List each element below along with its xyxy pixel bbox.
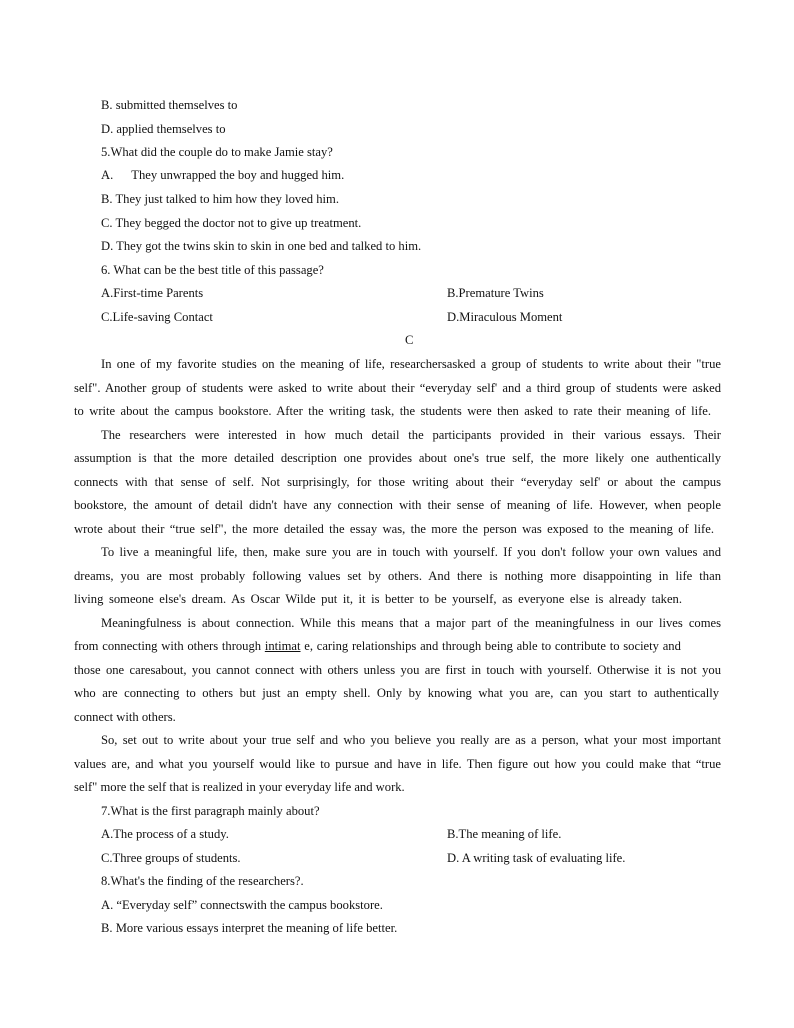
paragraph-5-line: So, set out to write about your true self and who you believe you really are as a person, what your most important bbox=[101, 733, 721, 747]
paragraph-2-line: wrote about their “true self", the more detailed the essay was, the more the person was exposed to the meaning of life. bbox=[74, 522, 714, 536]
q7-option-d: D. A writing task of evaluating life. bbox=[447, 851, 626, 865]
q5-question: 5.What did the couple do to make Jamie stay? bbox=[101, 145, 333, 159]
q7-question: 7.What is the first paragraph mainly about? bbox=[101, 804, 320, 818]
q6-question: 6. What can be the best title of this passage? bbox=[101, 263, 324, 277]
paragraph-5-line: values are, and what you yourself would like to pursue and have in life. Then figure out how you could make that “true bbox=[74, 757, 721, 771]
q6-option-d: D.Miraculous Moment bbox=[447, 310, 563, 324]
paragraph-4-line: who are connecting to others but just an empty shell. Only by knowing what you are, can you start to authentically bbox=[74, 686, 719, 700]
paragraph-4-text: e, caring relationships and through being able to contribute to society and bbox=[300, 639, 681, 653]
q7-option-a: A.The process of a study. bbox=[101, 827, 229, 841]
paragraph-5-line: self" more the self that is realized in your everyday life and work. bbox=[74, 780, 405, 794]
q5-option-a-text: They unwrapped the boy and hugged him. bbox=[131, 168, 345, 182]
q7-option-b: B.The meaning of life. bbox=[447, 827, 562, 841]
paragraph-3-line: living someone else's dream. As Oscar Wilde put it, it is better to be yourself, as everyone else is already taken. bbox=[74, 592, 682, 606]
q5-option-a bbox=[101, 167, 344, 183]
q5-option-d: D. They got the twins skin to skin in one bed and talked to him. bbox=[101, 239, 422, 253]
q6-option-b: B.Premature Twins bbox=[447, 286, 544, 300]
q8-option-b: B. More various essays interpret the meaning of life better. bbox=[101, 921, 398, 935]
paragraph-4-line: connect with others. bbox=[74, 710, 176, 724]
q5-option-b: B. They just talked to him how they loved him. bbox=[101, 192, 339, 206]
paragraph-4-line: Meaningfulness is about connection. While this means that a major part of the meaningfulness in our lives comes bbox=[101, 616, 721, 630]
q8-option-a: A. “Everyday self” connectswith the campus bookstore. bbox=[101, 898, 383, 912]
paragraph-1-line: to write about the campus bookstore. After the writing task, the students were then asked to rate their meaning of life. bbox=[74, 404, 711, 418]
paragraph-4-line bbox=[74, 638, 681, 654]
q5-option-c: C. They begged the doctor not to give up treatment. bbox=[101, 216, 362, 230]
q8-question: 8.What's the finding of the researchers?. bbox=[101, 874, 304, 888]
q4-option-d: D. applied themselves to bbox=[101, 122, 226, 136]
paragraph-2-line: assumption is that the more detailed description one provides about one's true self, the more likely one authentically bbox=[74, 451, 721, 465]
q7-option-c: C.Three groups of students. bbox=[101, 851, 241, 865]
section-heading: C bbox=[405, 333, 414, 347]
paragraph-3-line: dreams, you are most probably following values set by others. And there is nothing more disappointing in life than bbox=[74, 569, 721, 583]
paragraph-2-line: The researchers were interested in how much detail the participants provided in their various essays. Their bbox=[101, 428, 721, 442]
paragraph-3-line: To live a meaningful life, then, make sure you are in touch with yourself. If you don't follow your own values and bbox=[101, 545, 721, 559]
q6-option-c: C.Life-saving Contact bbox=[101, 310, 213, 324]
q5-option-a-label: A. bbox=[101, 168, 114, 182]
q6-option-a: A.First-time Parents bbox=[101, 286, 204, 300]
paragraph-4-text: from connecting with others through bbox=[74, 639, 265, 653]
paragraph-2-line: bookstore, the amount of detail didn't have any connection with their sense of meaning of life. However, when people bbox=[74, 498, 721, 512]
q4-option-b: B. submitted themselves to bbox=[101, 98, 238, 112]
underlined-word: intimat bbox=[264, 639, 301, 653]
paragraph-1-line: In one of my favorite studies on the meaning of life, researchersasked a group of students to write about their "true bbox=[101, 357, 721, 371]
paragraph-1-line: self". Another group of students were asked to write about their “everyday self' and a third group of students were asked bbox=[74, 381, 721, 395]
paragraph-2-line: connects with that sense of self. Not surprisingly, for those writing about their “everyday self' or about the campus bbox=[74, 475, 721, 489]
paragraph-4-line: those one caresabout, you cannot connect with others unless you are first in touch with yourself. Otherwise it is not you bbox=[74, 663, 721, 677]
